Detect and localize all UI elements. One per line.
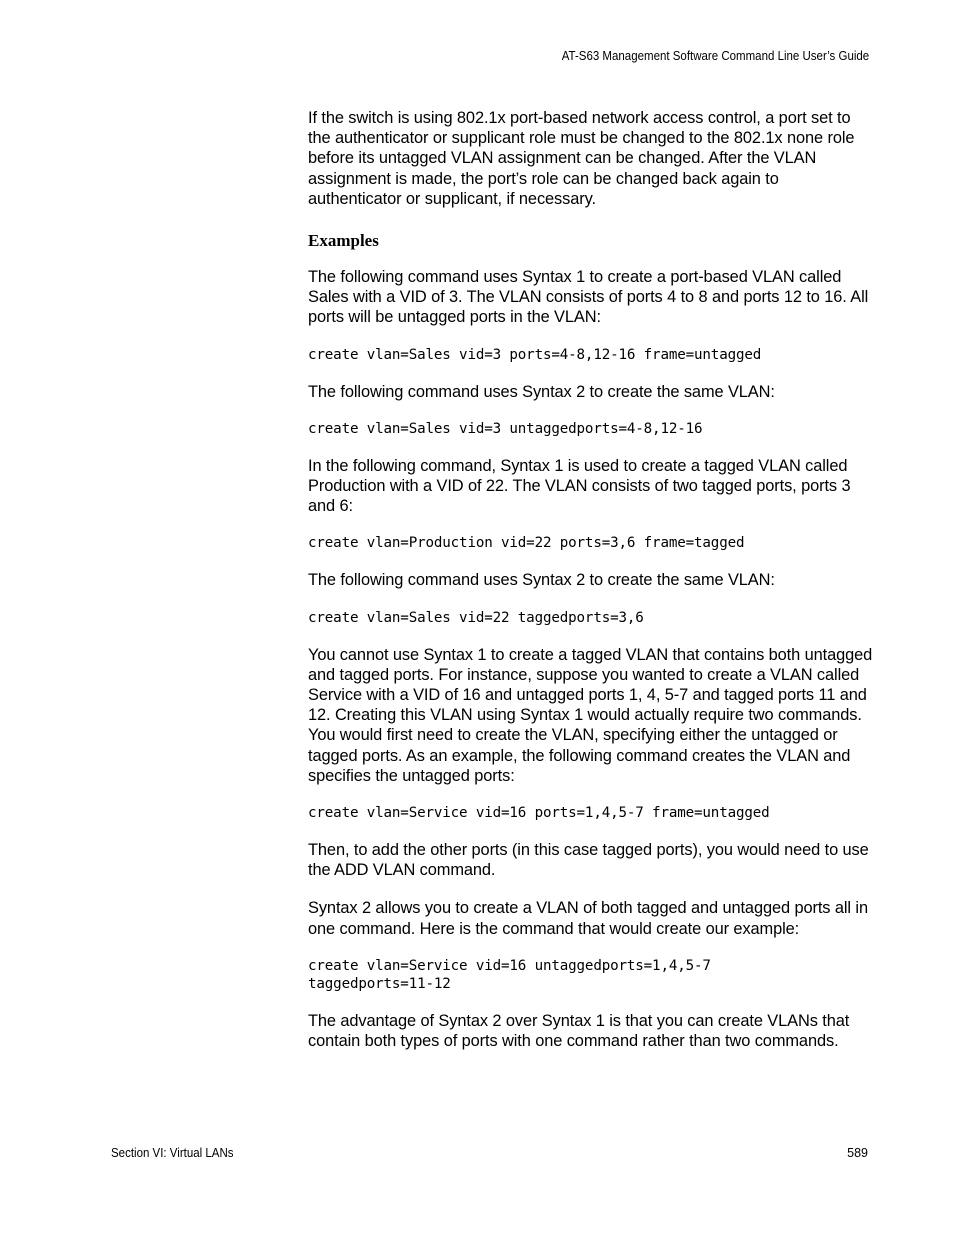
paragraph-6: Then, to add the other ports (in this case tagged ports), you would need to use the ADD VLAN command. [308, 841, 869, 880]
code-example-5: create vlan=Service vid=16 ports=1,4,5-7 frame=untagged [308, 805, 770, 822]
code-example-2: create vlan=Sales vid=3 untaggedports=4-8,12-16 [308, 420, 703, 437]
code-example-6: create vlan=Service vid=16 untaggedports=1,4,5-7 taggedports=11-12 [308, 957, 711, 992]
footer-section: Section VI: Virtual LANs [111, 1146, 234, 1160]
code-example-4: create vlan=Sales vid=22 taggedports=3,6 [308, 609, 644, 626]
running-header: AT-S63 Management Software Command Line User’s Guide [561, 49, 869, 63]
paragraph-8: The advantage of Syntax 2 over Syntax 1 is that you can create VLANs that contain both types of ports with one command rather than two commands. [308, 1011, 850, 1051]
page-number: 589 [847, 1146, 868, 1160]
intro-paragraph: If the switch is using 802.1x port-based network access control, a port set to the authenticator or supplicant role must be changed to the 802.1x none role before its untagged VLAN assignment can be changed. After the VLAN assignment is made, the port’s role can be changed back again to authenticator or supplicant, if necessary. [308, 109, 855, 208]
page-content [308, 108, 876, 1069]
paragraph-4: The following command uses Syntax 2 to create the same VLAN: [308, 571, 775, 590]
examples-heading: Examples [308, 231, 379, 251]
paragraph-7: Syntax 2 allows you to create a VLAN of both tagged and untagged ports all in one command. Here is the command that would create our example: [308, 899, 868, 938]
code-example-3: create vlan=Production vid=22 ports=3,6 frame=tagged [308, 535, 745, 552]
paragraph-3: In the following command, Syntax 1 is used to create a tagged VLAN called Production with a VID of 22. The VLAN consists of two tagged ports, ports 3 and 6: [308, 456, 851, 516]
code-example-1: create vlan=Sales vid=3 ports=4-8,12-16 frame=untagged [308, 346, 762, 363]
paragraph-1: The following command uses Syntax 1 to create a port-based VLAN called Sales with a VID of 3. The VLAN consists of ports 4 to 8 and ports 12 to 16. All ports will be untagged ports in the VLAN: [308, 268, 869, 327]
paragraph-2: The following command uses Syntax 2 to create the same VLAN: [308, 382, 775, 401]
paragraph-5: You cannot use Syntax 1 to create a tagged VLAN that contains both untagged and tagged ports. For instance, suppose you wanted to create a VLAN called Service with a VID of 16 and untagged ports 1, 4, 5-7 and tagged ports 11 and 12. Creating this VLAN using Syntax 1 would actually require two commands. You would first need to create the VLAN, specifying either the untagged or tagged ports. As an example, the following command creates the VLAN and specifies the untagged ports: [308, 645, 873, 785]
